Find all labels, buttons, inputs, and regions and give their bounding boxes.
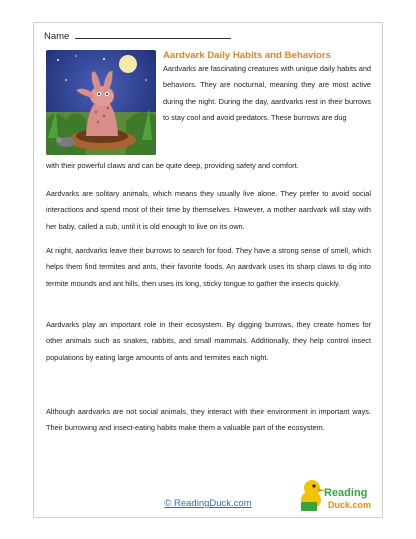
logo-text-reading: Reading xyxy=(324,487,368,499)
logo-text-duck: Duck.com xyxy=(328,500,372,510)
paragraph-2: Aardvarks are solitary animals, which means they usually live alone. They prefer to avoid social interactions and spend most of their time by themselves. However, a mother aardvark will stay with her baby, called a cub, until it is old enough to live on its own. xyxy=(46,189,371,231)
aardvark-illustration xyxy=(46,50,156,155)
name-label: Name xyxy=(44,31,70,42)
readingduck-logo xyxy=(298,474,378,516)
paragraph-5: Although aardvarks are not social animals, they interact with their environment in important ways. Their burrowing and insect-eating habits make them a valuable part of the ecosystem. xyxy=(46,407,371,433)
readingduck-link[interactable]: © ReadingDuck.com xyxy=(164,498,252,509)
paragraph-1-top: Aardvarks are fascinating creatures with unique daily habits and behaviors. They are nocturnal, meaning they are most active during the night. During the day, aardvarks rest in their burrows to stay cool and avoid predators. These burrows are dug xyxy=(163,64,371,122)
name-field-row xyxy=(44,30,231,42)
name-write-line[interactable] xyxy=(75,30,231,39)
paragraph-4: Aardvarks play an important role in their ecosystem. By digging burrows, they create homes for other animals such as snakes, rabbits, and small mammals. Additionally, they help control insect populations by eating large amounts of ants and termites each night. xyxy=(46,320,371,362)
paragraph-3: At night, aardvarks leave their burrows to search for food. They have a strong sense of smell, which helps them find termites and ants, their favorite foods. An aardvark uses its sharp claws to dig into termite mounds and ant hills, then uses its long, sticky tongue to gather the insects quickly. xyxy=(46,246,371,288)
paragraph-1-bottom: with their powerful claws and can be quite deep, providing safety and comfort. xyxy=(46,161,299,170)
worksheet-title: Aardvark Daily Habits and Behaviors xyxy=(163,50,331,61)
